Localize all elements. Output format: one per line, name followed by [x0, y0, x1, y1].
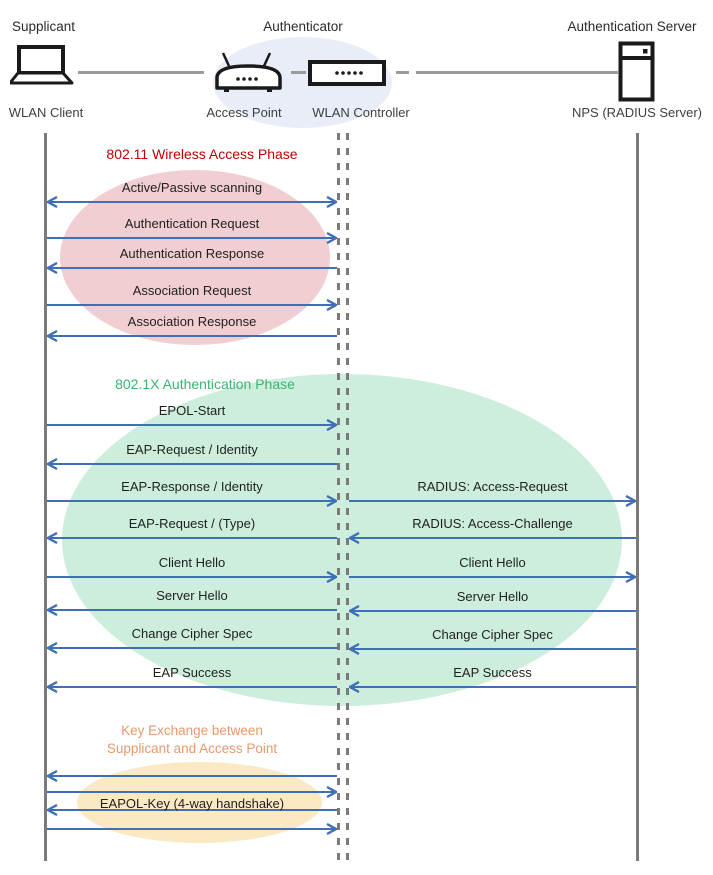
message-arrow: [349, 537, 636, 539]
message-arrow: [349, 686, 636, 688]
message-label: Association Response: [127, 314, 257, 329]
laptop-icon: [10, 45, 74, 87]
node-label-wlan-controller: WLAN Controller: [312, 105, 410, 120]
message-arrow: [47, 237, 337, 239]
phase-title-key-exchange: [47, 722, 337, 758]
message-arrow: [47, 791, 337, 793]
access-point-icon: [212, 51, 285, 93]
arrowhead-left-icon: [47, 804, 59, 816]
message-arrow: [47, 304, 337, 306]
message-label: RADIUS: Access-Request: [417, 479, 568, 494]
message-arrow: [47, 647, 337, 649]
node-label-nps-radius-server: NPS (RADIUS Server): [571, 105, 703, 120]
role-authenticator: Authenticator: [263, 19, 343, 34]
lifeline-radius-server: [636, 133, 639, 861]
message-label: EAPOL-Key (4-way handshake): [99, 796, 285, 811]
arrowhead-right-icon: [325, 571, 337, 583]
arrowhead-left-icon: [349, 643, 361, 655]
message-label: Authentication Response: [119, 246, 265, 261]
message-label: Server Hello: [456, 589, 529, 604]
message-label: Change Cipher Spec: [131, 626, 253, 641]
message-label: EAP-Response / Identity: [121, 479, 263, 494]
arrowhead-left-icon: [349, 532, 361, 544]
phase-title-80211-wireless-access: 802.11 Wireless Access Phase: [106, 146, 298, 162]
arrowhead-right-icon: [325, 495, 337, 507]
message-label: Change Cipher Spec: [432, 627, 553, 642]
message-arrow: [349, 648, 636, 650]
arrowhead-right-icon: [325, 299, 337, 311]
message-arrow: [47, 828, 337, 830]
arrowhead-left-icon: [47, 458, 59, 470]
role-authentication-server: Authentication Server: [567, 19, 697, 34]
message-arrow: [47, 424, 337, 426]
phase-title-8021x-authentication: 802.1X Authentication Phase: [115, 376, 295, 392]
arrowhead-right-icon: [325, 823, 337, 835]
arrowhead-left-icon: [47, 681, 59, 693]
arrowhead-left-icon: [47, 196, 59, 208]
message-label: Client Hello: [459, 555, 526, 570]
arrowhead-left-icon: [47, 770, 59, 782]
message-label: Association Request: [132, 283, 252, 298]
message-label: Server Hello: [156, 588, 228, 603]
server-icon: [618, 41, 655, 102]
message-arrow: [349, 576, 636, 578]
node-label-access-point: Access Point: [206, 105, 282, 120]
message-arrow: [47, 335, 337, 337]
message-label: EAP-Request / Identity: [126, 442, 258, 457]
arrowhead-right-icon: [624, 571, 636, 583]
connector-client-ap: [78, 71, 204, 74]
connector-ap-controller-dash: [291, 71, 306, 74]
connector-controller-server-dash: [396, 71, 409, 74]
message-arrow: [47, 576, 337, 578]
arrowhead-left-icon: [47, 532, 59, 544]
message-label: EPOL-Start: [158, 403, 226, 418]
message-arrow: [349, 500, 636, 502]
phase-title-key-exchange-line1: Key Exchange between: [121, 723, 263, 738]
message-arrow: [47, 537, 337, 539]
arrowhead-left-icon: [47, 604, 59, 616]
connector-controller-server: [416, 71, 618, 74]
message-arrow: [47, 775, 337, 777]
arrowhead-left-icon: [349, 681, 361, 693]
message-arrow: [349, 610, 636, 612]
message-label: Authentication Request: [124, 216, 260, 231]
arrowhead-left-icon: [47, 330, 59, 342]
message-label: Client Hello: [158, 555, 226, 570]
arrowhead-right-icon: [624, 495, 636, 507]
message-arrow: [47, 463, 337, 465]
arrowhead-right-icon: [325, 196, 337, 208]
lifeline-authenticator-right: [346, 133, 349, 861]
node-label-wlan-client: WLAN Client: [8, 105, 84, 120]
message-label: EAP-Request / (Type): [128, 516, 256, 531]
message-arrow: [47, 267, 337, 269]
message-label: EAP Success: [152, 665, 232, 680]
phase-title-key-exchange-line2: Supplicant and Access Point: [106, 741, 278, 756]
wlan-controller-icon: [308, 60, 386, 86]
arrowhead-right-icon: [325, 419, 337, 431]
message-label: EAP Success: [453, 665, 532, 680]
role-supplicant: Supplicant: [12, 19, 76, 34]
arrowhead-right-icon: [325, 232, 337, 244]
arrowhead-left-icon: [47, 262, 59, 274]
lifeline-authenticator-left: [337, 133, 340, 861]
arrowhead-left-icon: [47, 642, 59, 654]
message-label: RADIUS: Access-Challenge: [412, 516, 573, 531]
message-arrow: [47, 500, 337, 502]
message-arrow: [47, 201, 337, 203]
message-arrow: [47, 686, 337, 688]
message-label: Active/Passive scanning: [121, 180, 263, 195]
message-arrow: [47, 609, 337, 611]
arrowhead-left-icon: [349, 605, 361, 617]
